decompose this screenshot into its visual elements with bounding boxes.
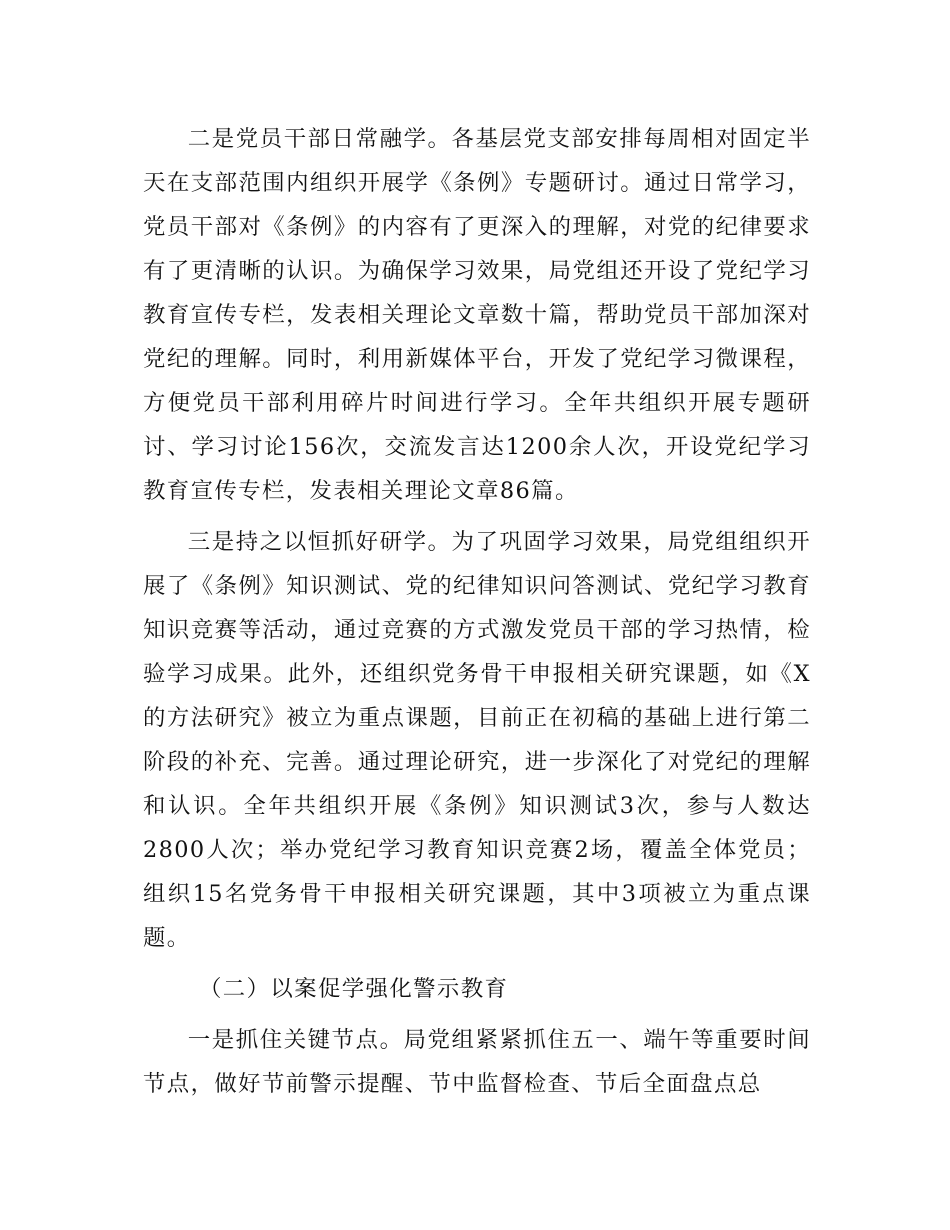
paragraph-persistent-research: 三是持之以恒抓好研学。为了巩固学习效果，局党组组织开展了《条例》知识测试、党的纪律知识问答测试、党纪学习教育知识竞赛等活动，通过竞赛的方式激发党员干部的学习热情，检验学习成果。此外，还组织党务骨干申报相关研究课题，如《X的方法研究》被立为重点课题，目前正在初稿的基础上进行第二阶段的补充、完善。通过理论研究，进一步深化了对党纪的理解和认识。全年共组织开展《条例》知识测试3次，参与人数达2800人次；举办党纪学习教育知识竞赛2场，覆盖全体党员；组织15名党务骨干申报相关研究课题，其中3项被立为重点课题。: [143, 529, 811, 951]
paragraph-key-nodes: 一是抓住关键节点。局党组紧紧抓住五一、端午等重要时间节点，做好节前警示提醒、节中监督检查、节后全面盘点总: [143, 1027, 811, 1097]
paragraph-daily-study: 二是党员干部日常融学。各基层党支部安排每周相对固定半天在支部范围内组织开展学《条例》专题研讨。通过日常学习，党员干部对《条例》的内容有了更深入的理解，对党的纪律要求有了更清晰的认识。为确保学习效果，局党组还开设了党纪学习教育宣传专栏，发表相关理论文章数十篇，帮助党员干部加深对党纪的理解。同时，利用新媒体平台，开发了党纪学习微课程，方便党员干部利用碎片时间进行学习。全年共组织开展专题研讨、学习讨论156次，交流发言达1200余人次，开设党纪学习教育宣传专栏，发表相关理论文章86篇。: [143, 126, 811, 504]
document-body: [143, 117, 811, 1106]
section-heading: （二）以案促学强化警示教育: [199, 976, 509, 1002]
